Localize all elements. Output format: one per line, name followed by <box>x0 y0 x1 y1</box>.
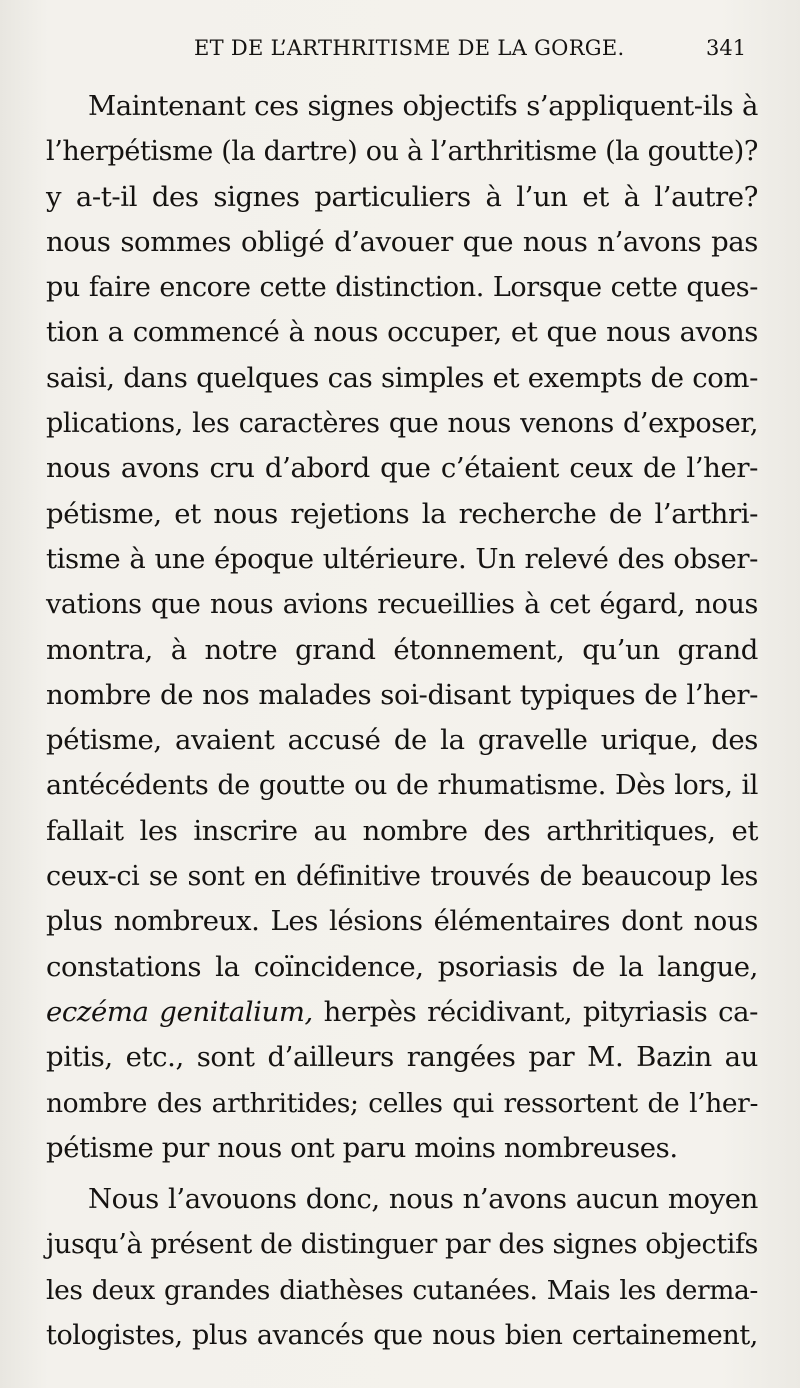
text-line: plications, les caractères que nous venons d’exposer, <box>46 408 758 440</box>
text-line: vations que nous avions recueillies à cet égard, nous <box>46 589 758 621</box>
text-line-with-italic <box>46 990 758 1035</box>
text-line: montra, à notre grand étonnement, qu’un grand <box>46 633 758 666</box>
text-line: y a-t-il des signes particuliers à l’un et à l’autre? <box>46 180 758 213</box>
text-line: pitis, etc., sont d’ailleurs rangées par M. Bazin au <box>46 1041 758 1074</box>
running-title: ET DE L’ARTHRITISME DE LA GORGE. <box>194 36 625 60</box>
text-line: jusqu’à présent de distinguer par des signes objectifs <box>46 1229 758 1261</box>
paragraph-1 <box>46 84 758 1171</box>
text-line: pétisme, avaient accusé de la gravelle urique, des <box>46 724 758 757</box>
body-text <box>46 84 758 1358</box>
text-fragment: herpès récidivant, pityriasis ca- <box>312 995 759 1028</box>
running-head <box>0 34 800 74</box>
page-number: 341 <box>706 36 747 60</box>
text-line: constations la coïncidence, psoriasis de la langue, <box>46 950 758 983</box>
text-line: les deux grandes diathèses cutanées. Mais les derma- <box>46 1274 758 1306</box>
text-line: nombre des arthritides; celles qui ressortent de l’her- <box>46 1087 758 1119</box>
text-line: Nous l’avouons donc, nous n’avons aucun moyen <box>88 1183 758 1216</box>
text-line: pétisme pur nous ont paru moins nombreuses. <box>46 1131 678 1164</box>
text-line: tologistes, plus avancés que nous bien certainement, <box>46 1320 758 1352</box>
text-line: nombre de nos malades soi-disant typiques de l’her- <box>46 678 758 711</box>
text-line: fallait les inscrire au nombre des arthritiques, et <box>46 814 758 847</box>
text-line: l’herpétisme (la dartre) ou à l’arthritisme (la goutte)? <box>46 136 758 168</box>
text-line: Maintenant ces signes objectifs s’appliquent-ils à <box>88 90 758 122</box>
text-line: nous sommes obligé d’avouer que nous n’avons pas <box>46 225 758 258</box>
text-line: ceux-ci se sont en définitive trouvés de beaucoup les <box>46 861 758 893</box>
text-line: pu faire encore cette distinction. Lorsque cette ques- <box>46 272 758 304</box>
italic-term: eczéma genitalium, <box>46 995 313 1028</box>
text-line: pétisme, et nous rejetions la recherche de l’arthri- <box>46 497 758 530</box>
text-line: plus nombreux. Les lésions élémentaires dont nous <box>46 905 758 938</box>
text-line: saisi, dans quelques cas simples et exempts de com- <box>46 361 758 394</box>
text-line: tisme à une époque ultérieure. Un relevé des obser- <box>46 542 758 575</box>
text-line: nous avons cru d’abord que c’étaient ceux de l’her- <box>46 452 758 485</box>
text-line: tion a commencé à nous occuper, et que nous avons <box>46 316 758 349</box>
paragraph-2 <box>46 1177 758 1358</box>
text-line: antécédents de goutte ou de rhumatisme. Dès lors, il <box>46 770 758 802</box>
